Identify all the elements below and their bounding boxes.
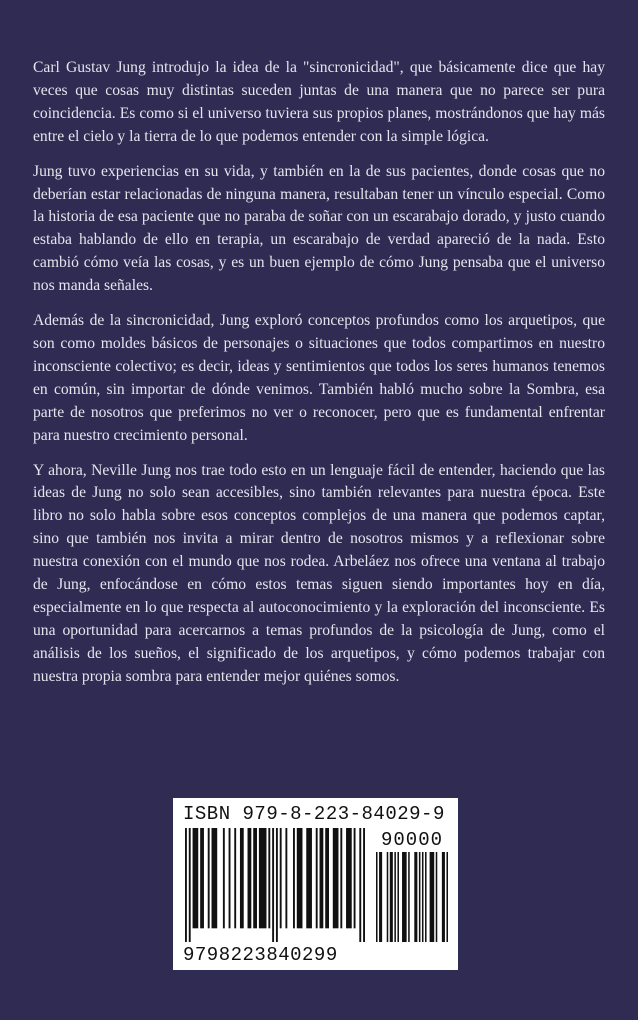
- barcode-bar: [430, 852, 435, 942]
- barcode-bar: [376, 852, 378, 942]
- barcode-bar: [240, 828, 244, 928]
- barcode-bar: [390, 852, 393, 942]
- barcode-bar: [193, 828, 199, 928]
- barcode-bar: [268, 828, 270, 928]
- barcode-bar: [229, 828, 231, 928]
- barcode-bar: [325, 828, 329, 928]
- barcode-bar: [354, 828, 356, 928]
- barcode-bar: [422, 852, 424, 942]
- barcode-bar: [340, 828, 342, 928]
- barcode-digits: 9798223840299: [183, 944, 338, 966]
- price-code: 90000: [381, 829, 444, 851]
- barcode-bar: [248, 828, 252, 928]
- barcode-bar: [394, 852, 396, 942]
- paragraph-arquetipos: Además de la sincronicidad, Jung exploró conceptos profundos como los arquetipos, que son como moldes básicos de personajes o situaciones que todos compartimos en nuestro inconsciente colectivo; es decir, ideas y sentimientos que todos los seres humanos tenemos en común, sin importar de dónde venimos. También habló mucho sobre la Sombra, esa parte de nosotros que preferimos no ver o reconocer, pero que es fundamental enfrentar para nuestro crecimiento personal.: [33, 312, 605, 444]
- barcode-bar: [189, 828, 191, 942]
- barcode-bar: [212, 828, 218, 928]
- barcode-bar: [425, 852, 427, 942]
- barcode-bar: [208, 828, 210, 928]
- barcode-bar: [436, 852, 438, 942]
- barcode-bar: [446, 852, 448, 942]
- barcode-bar: [200, 828, 204, 928]
- barcode-bar: [280, 828, 282, 928]
- barcode-bar: [397, 852, 399, 942]
- barcode-bar: [293, 828, 295, 928]
- barcode-bar: [259, 828, 267, 928]
- back-cover-text: [33, 57, 605, 701]
- barcode-bar: [272, 828, 274, 942]
- isbn-barcode: [173, 798, 458, 970]
- paragraph-sincronicidad: Carl Gustav Jung introdujo la idea de la "sincronicidad", que básicamente dice que hay veces que cosas muy distintas suceden juntas de una manera que no parece ser pura coincidencia. Es como si el universo tuviera sus propios planes, mostrándonos que hay más entre el cielo y la tierra de lo que podemos entender con la simple lógica.: [33, 59, 605, 145]
- paragraph-experiencias: Jung tuvo experiencias en su vida, y también en la de sus pacientes, donde cosas que no deberían estar relacionadas de ninguna manera, resultaban tener un vínculo especial. Como la historia de esa paciente que no paraba de soñar con un escarabajo dorado, y justo cuando estaba hablando de ello en terapia, un escarabajo de verdad apareció de la nada. Esto cambió cómo veía las cosas, y es un buen ejemplo de cómo Jung pensaba que el universo nos manda señales.: [33, 162, 605, 295]
- barcode-bar: [402, 852, 407, 942]
- barcode-bar: [320, 828, 324, 928]
- barcode-bar: [316, 828, 318, 928]
- barcode-bar: [442, 852, 445, 942]
- barcode-bar: [408, 852, 410, 942]
- barcode-bar: [234, 828, 236, 928]
- barcode-bar: [414, 852, 417, 942]
- barcode-bar: [253, 828, 257, 928]
- barcode-bar: [363, 828, 365, 942]
- ean13-bars: [185, 828, 365, 942]
- barcode-bar: [285, 828, 287, 928]
- isbn-label: ISBN 979-8-223-84029-9: [183, 803, 445, 825]
- paragraph-libro: Y ahora, Neville Jung nos trae todo esto en un lenguaje fácil de entender, haciendo que las ideas de Jung no solo sean accesibles, sino también relevantes para nuestra época. Este libro no solo habla sobre esos conceptos complejos de una manera que podemos captar, sino que también nos invita a mirar dentro de nosotros mismos y a reflexionar sobre nuestra conexión con el mundo que nos rodea. Arbeláez nos ofrece una ventana al trabajo de Jung, enfocándose en cómo estos temas siguen siendo importantes hoy en día, especialmente en lo que respecta al autoconocimiento y la exploración del inconsciente. Es una oportunidad para acercarnos a temas profundos de la psicología de Jung, como el análisis de los sueños, el significado de los arquetipos, y cómo podemos trabajar con nuestra propia sombra para entender mejor quiénes somos.: [33, 461, 605, 685]
- ean5-addon-bars: [376, 852, 448, 942]
- barcode-bar: [333, 828, 339, 928]
- barcode-bar: [185, 828, 187, 942]
- barcode-bar: [297, 828, 303, 928]
- barcode-bar: [419, 852, 421, 942]
- barcode-bar: [276, 828, 278, 942]
- barcode-bar: [379, 852, 382, 942]
- barcode-bar: [387, 852, 389, 942]
- barcode-bar: [223, 828, 225, 928]
- barcode-bar: [306, 828, 312, 928]
- barcode-bar: [359, 828, 361, 942]
- barcode-bar: [346, 828, 352, 928]
